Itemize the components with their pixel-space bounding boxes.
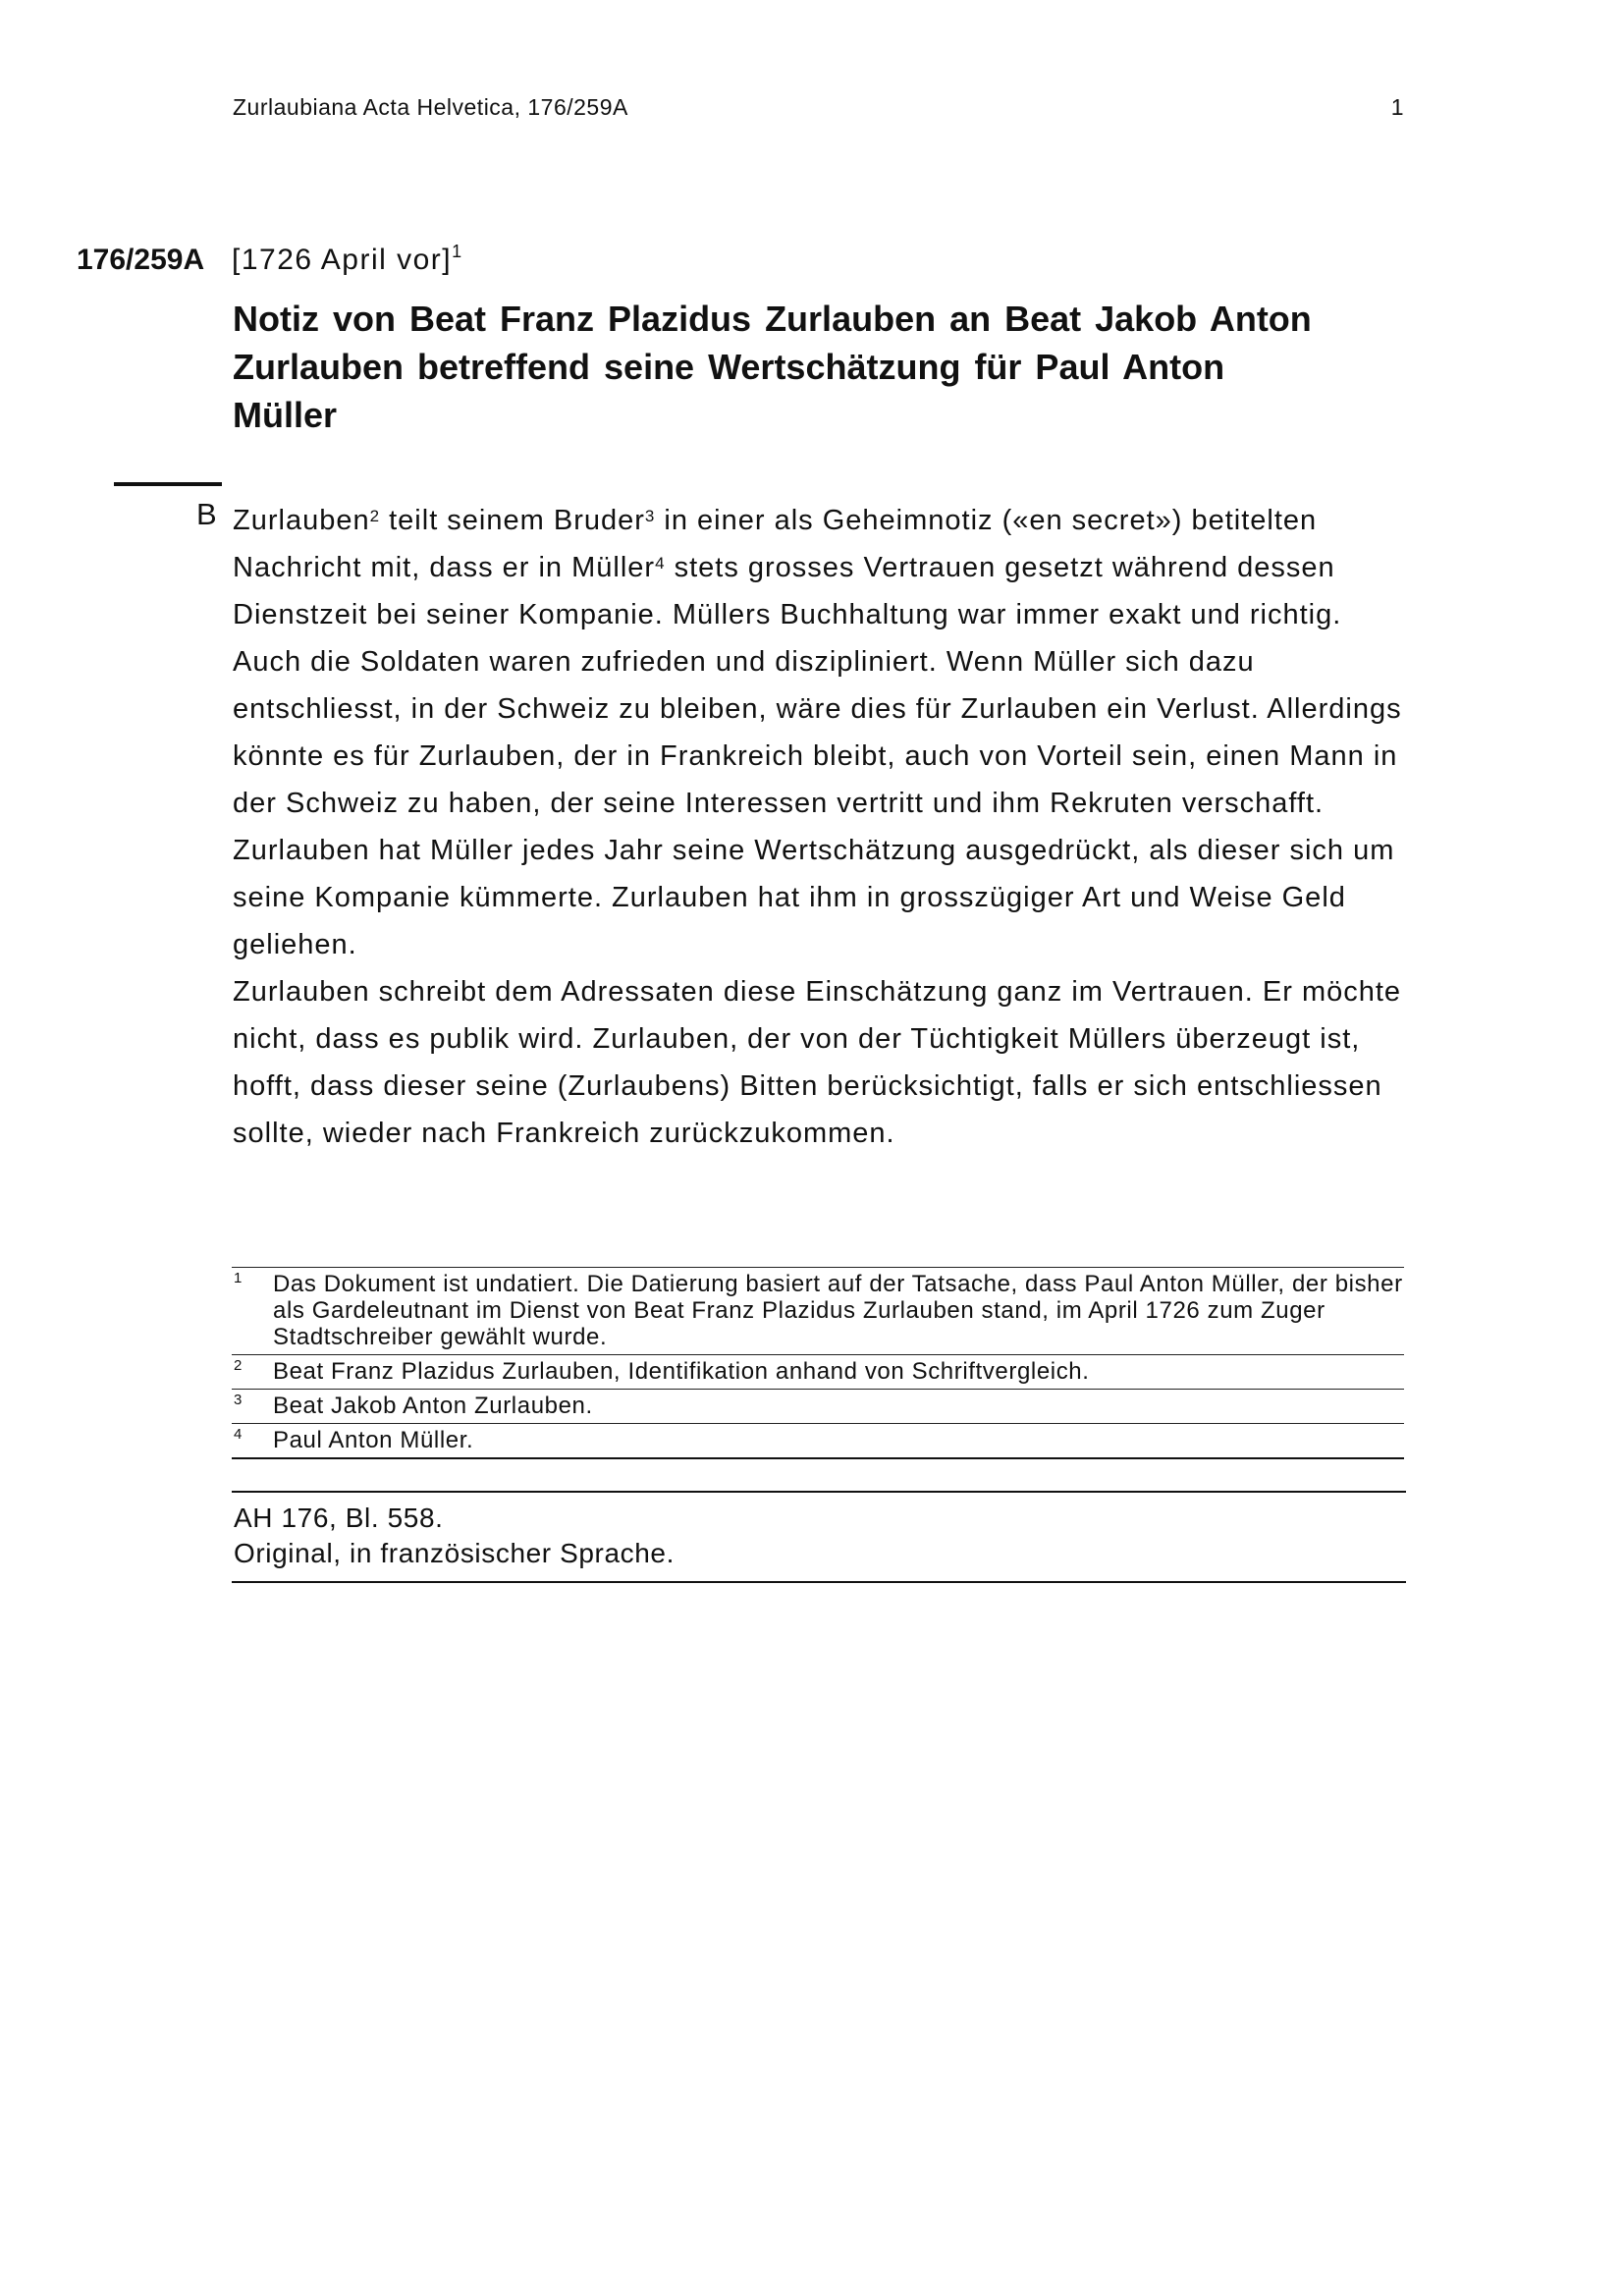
footnote-number: 2 — [234, 1357, 243, 1374]
footnote — [232, 1354, 1404, 1389]
running-title: Zurlaubiana Acta Helvetica, 176/259A — [233, 94, 628, 120]
footnotes — [232, 1267, 1404, 1459]
footnote — [232, 1389, 1404, 1423]
footnote-ref-2: 2 — [369, 507, 381, 525]
document-date-text: [1726 April vor] — [232, 244, 453, 276]
document-number: 176/259A — [77, 244, 205, 276]
footnote — [232, 1267, 1404, 1354]
footnote-number: 1 — [234, 1270, 243, 1286]
footnote-ref-4: 4 — [655, 554, 666, 573]
footnote-ref-3: 3 — [644, 507, 656, 525]
summary-paragraph-1 — [233, 497, 1411, 827]
summary-p1-part-b: teilt seinem Bruder — [380, 505, 645, 536]
summary-p1-part-d: stets grosses Vertrauen gesetzt während dessen Dienstzeit bei seiner Kompanie. Müllers Buchhaltung war immer exakt und richtig. Auch die Soldaten waren zufrieden und diszipliniert. Wenn Müller sich dazu entschliesst, in der Schweiz zu bleiben, wäre dies für Zurlauben ein Verlust. Allerdings könnte es für Zurlauben, der in Frankreich bleibt, auch von Vorteil sein, einen Mann in der Schweiz zu haben, der seine Interessen vertritt und ihm Rekruten verschafft. — [233, 552, 1402, 819]
footnote-text: Paul Anton Müller. — [273, 1427, 474, 1453]
source-block — [232, 1491, 1406, 1583]
footnote-text: Beat Franz Plazidus Zurlauben, Identifikation anhand von Schriftvergleich. — [273, 1358, 1090, 1385]
footnote-number: 4 — [234, 1426, 243, 1443]
page-number: 1 — [1390, 94, 1404, 120]
footnote-text: Das Dokument ist undatiert. Die Datierung basiert auf der Tatsache, dass Paul Anton Müller, der bisher als Gardeleutnant im Dienst von Beat Franz Plazidus Zurlauben stand, im April 1726 zum Zuger Stadtschreiber gewählt wurde. — [273, 1271, 1403, 1350]
summary-p1-part-a: Zurlauben — [233, 505, 370, 536]
summary-p1-part-c: in einer als Geheimnotiz («en secret») betitelten Nachricht mit, dass er in Müller — [233, 505, 1318, 583]
footnote — [232, 1423, 1404, 1457]
section-rule — [114, 482, 222, 486]
summary-text — [233, 497, 1411, 1157]
section-marker: B — [196, 497, 217, 531]
footnote-number: 3 — [234, 1392, 243, 1408]
running-header — [233, 94, 1404, 130]
summary-paragraph-3: Zurlauben schreibt dem Adressaten diese Einschätzung ganz im Vertrauen. Er möchte nicht, dass es publik wird. Zurlauben, der von der Tüchtigkeit Müllers überzeugt ist, hofft, dass dieser seine (Zurlaubens) Bitten berücksichtigt, falls er sich entschliessen sollte, wieder nach Frankreich zurückzukommen. — [233, 976, 1402, 1149]
source-signature: AH 176, Bl. 558. — [234, 1503, 444, 1533]
document-title: Notiz von Beat Franz Plazidus Zurlauben an Beat Jakob Anton Zurlauben betreffend seine Wertschätzung für Paul Anton Müller — [233, 299, 1312, 435]
footnote-text: Beat Jakob Anton Zurlauben. — [273, 1393, 593, 1419]
summary-paragraph-2: Zurlauben hat Müller jedes Jahr seine Wertschätzung ausgedrückt, als dieser sich um seine Kompanie kümmerte. Zurlauben hat ihm in grosszügiger Art und Weise Geld geliehen. — [233, 835, 1395, 960]
footnotes-end-rule — [232, 1457, 1404, 1459]
source-note: Original, in französischer Sprache. — [234, 1538, 675, 1568]
document-date — [232, 244, 463, 277]
footnote-ref-1: 1 — [452, 242, 463, 261]
